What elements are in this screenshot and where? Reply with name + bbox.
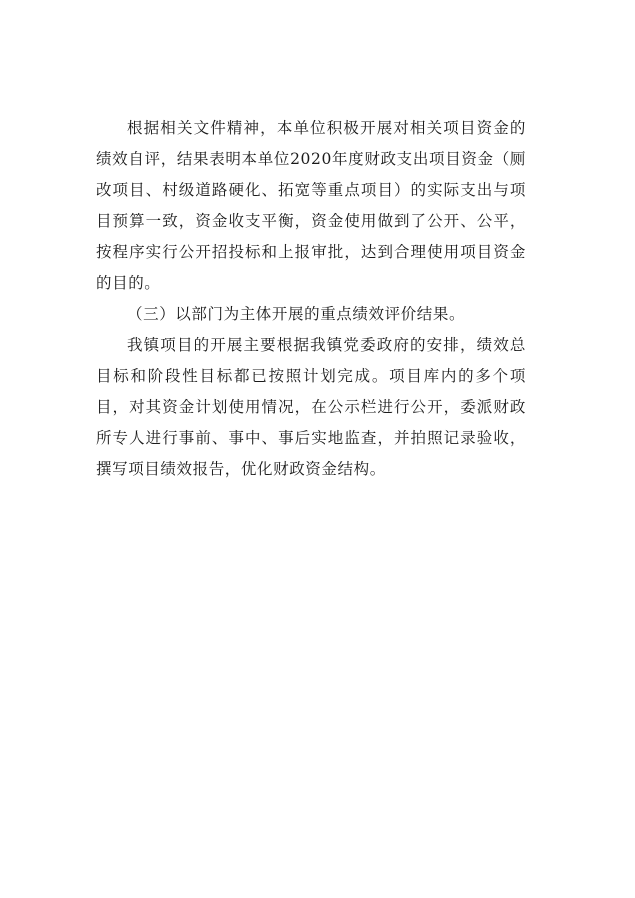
document-body [96,113,526,485]
section-heading-key-evaluation: （三）以部门为主体开展的重点绩效评价结果。 [127,305,466,323]
paragraph-project-implementation: 我镇项目的开展主要根据我镇党委政府的安排，绩效总目标和阶段性目标都已按照计划完成。项目库内的多个项目，对其资金计划使用情况，在公示栏进行公开，委派财政所专人进行事前、事中、事后实地监查，并拍照记录验收，撰写项目绩效报告，优化财政资金结构。 [96,336,526,478]
paragraph-self-evaluation: 根据相关文件精神，本单位积极开展对相关项目资金的绩效自评，结果表明本单位2020年度财政支出项目资金（厕改项目、村级道路硬化、拓宽等重点项目）的实际支出与项目预算一致，资金收支平衡，资金使用做到了公开、公平，按程序实行公开招投标和上报审批，达到合理使用项目资金的目的。 [96,119,526,292]
